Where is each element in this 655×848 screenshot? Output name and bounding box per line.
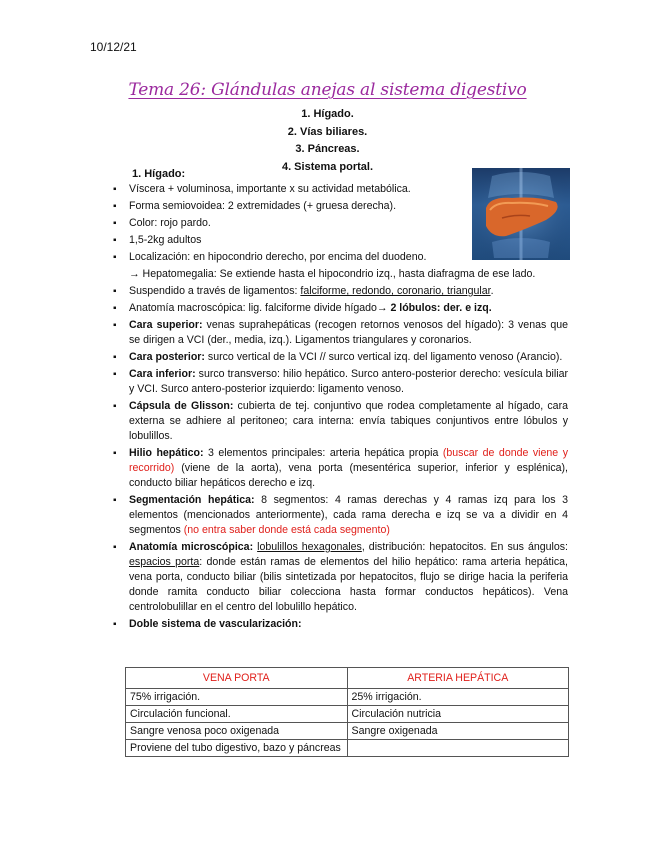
table-row: [126, 723, 569, 740]
table-cell: 25% irrigación.: [347, 689, 569, 706]
list-item: ▪ Cara posterior: surco vertical de la VCI // surco vertical izq. del ligamento venoso (Arancio).: [113, 350, 568, 365]
table-cell: Proviene del tubo digestivo, bazo y páncreas: [126, 740, 348, 757]
list-item: ▪ Forma semiovoidea: 2 extremidades (+ gruesa derecha).: [113, 199, 459, 214]
table-row: [126, 706, 569, 723]
table-cell: [347, 740, 569, 757]
table-of-contents: [0, 106, 655, 176]
table-cell: Sangre oxigenada: [347, 723, 569, 740]
toc-item: 3. Páncreas.: [295, 143, 360, 155]
list-item: ▪ Víscera + voluminosa, importante x su actividad metabólica.: [113, 182, 459, 197]
list-item: ▪ Cara superior: venas suprahepáticas (recogen retornos venosos del hígado): 3 venas que se dirigen a VCI (der., media, izq.). Ligamentos triangulares y coronarios.: [113, 318, 568, 348]
list-item: ▪ Anatomía macroscópica: lig. falciforme divide hígado→ 2 lóbulos: der. e izq.: [113, 301, 568, 316]
list-item: ▪ Suspendido a través de ligamentos: falciforme, redondo, coronario, triangular.: [113, 284, 568, 299]
table-cell: Circulación funcional.: [126, 706, 348, 723]
date: 10/12/21: [90, 40, 137, 54]
table-cell: 75% irrigación.: [126, 689, 348, 706]
list-item-continuation: → Hepatomegalia: Se extiende hasta el hipocondrio izq., hasta diafragma de ese lado.: [129, 268, 536, 280]
list-item: ▪ Localización: en hipocondrio derecho, por encima del duodeno.: [113, 250, 568, 265]
list-item: ▪ Hilio hepático: 3 elementos principales: arteria hepática propia (buscar de donde viene y recorrido) (viene de la aorta), vena porta (mesentérica superior, inferior y esplénica), conducto biliar hepáticos derecho e izq.: [113, 446, 568, 491]
list-item: ▪ Segmentación hepática: 8 segmentos: 4 ramas derechas y 4 ramas izq para los 3 elementos (mencionados anteriormente), cada rama derecha e izq se va a dividir en 4 segmentos (no entra saber donde está cada segmento): [113, 493, 568, 538]
page-title: Tema 26: Glándulas anejas al sistema digestivo: [128, 80, 527, 100]
vascularization-table: [125, 667, 569, 757]
section-heading: 1. Hígado:: [132, 168, 186, 180]
table-header-cell: VENA PORTA: [126, 668, 348, 689]
list-item: ▪ Cápsula de Glisson: cubierta de tej. conjuntivo que rodea completamente al hígado, cara externa se adhiere al peritoneo; cara interna: envía tabiques conjuntivos entre lóbulos y lobulillos.: [113, 399, 568, 444]
toc-item: 2. Vías biliares.: [287, 125, 368, 138]
liver-facts-list: [113, 182, 568, 634]
table-cell: Circulación nutricia: [347, 706, 569, 723]
toc-item: 4. Sistema portal.: [281, 160, 374, 173]
table-row: [126, 740, 569, 757]
table-header-cell: ARTERIA HEPÁTICA: [347, 668, 569, 689]
toc-item: 1. Hígado.: [301, 108, 354, 120]
list-item: ▪ 1,5-2kg adultos: [113, 233, 459, 248]
table-cell: Sangre venosa poco oxigenada: [126, 723, 348, 740]
list-item: ▪ Color: rojo pardo.: [113, 216, 459, 231]
list-item: ▪ Anatomía microscópica: lobulillos hexagonales, distribución: hepatocitos. En sus ángulos: espacios porta: donde están ramas de elementos del hilio hepático: rama arteria hepática, vena porta, conducto biliar (bilis sintetizada por hepatocitos, flujo se dirige hacia la periferia donde ramita conducto biliar colecciona hasta formar conductos hepáticos). Vena centrolobulillar en el centro del lobulillo hepático.: [113, 540, 568, 615]
list-item: ▪ Doble sistema de vascularización:: [113, 617, 568, 632]
table-row: [126, 689, 569, 706]
list-item: ▪ Cara inferior: surco transverso: hilio hepático. Surco antero-posterior derecho: vesícula biliar y VCI. Surco antero-posterior izquierdo: ligamento venoso.: [113, 367, 568, 397]
table-header-row: [126, 668, 569, 689]
